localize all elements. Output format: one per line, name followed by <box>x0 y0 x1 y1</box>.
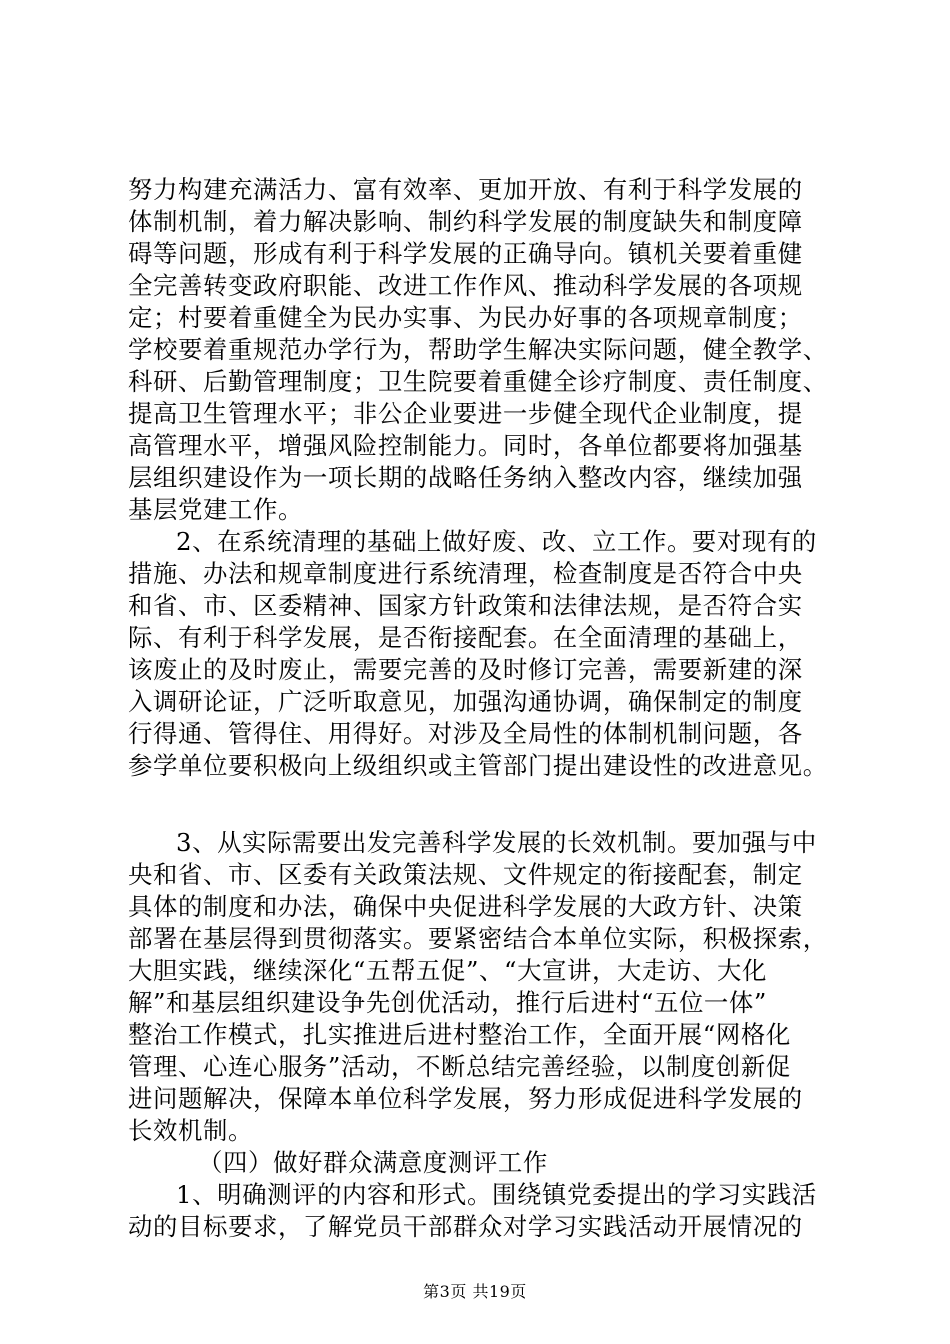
text-line: 定；村要着重健全为民办实事、为民办好事的各项规章制度； <box>128 303 803 332</box>
paragraph-gap <box>128 782 828 827</box>
section-heading: （四）做好群众满意度测评工作 <box>198 1148 548 1177</box>
text-line: 高管理水平，增强风险控制能力。同时，各单位都要将加强基 <box>128 431 803 460</box>
document-body <box>128 174 828 1243</box>
text-line: 该废止的及时废止，需要完善的及时修订完善，需要新建的深 <box>128 655 803 684</box>
paragraph-start-line: 2、在系统清理的基础上做好废、改、立工作。要对现有的 <box>176 527 817 556</box>
text-line: 大胆实践，继续深化“五帮五促”、“大宣讲，大走访、大化 <box>128 956 767 985</box>
paragraph-start-line: 3、从实际需要出发完善科学发展的长效机制。要加强与中 <box>176 828 817 857</box>
paragraph-start-line: 1、明确测评的内容和形式。围绕镇党委提出的学习实践活 <box>176 1180 817 1209</box>
text-line: 入调研论证，广泛听取意见，加强沟通协调，确保制定的制度 <box>128 687 803 716</box>
text-line: 解”和基层组织建设争先创优活动，推行后进村“五位一体” <box>128 988 767 1017</box>
text-line: 参学单位要积极向上级组织或主管部门提出建设性的改进意见。 <box>128 751 828 780</box>
text-line: 碍等问题，形成有利于科学发展的正确导向。镇机关要着重健 <box>128 239 803 268</box>
page-number-footer: 第3页 共19页 <box>423 1282 527 1301</box>
text-line: 基层党建工作。 <box>128 495 303 524</box>
text-line: 层组织建设作为一项长期的战略任务纳入整改内容，继续加强 <box>128 463 803 492</box>
text-line: 提高卫生管理水平；非公企业要进一步健全现代企业制度，提 <box>128 399 803 428</box>
text-line: 具体的制度和办法，确保中央促进科学发展的大政方针、决策 <box>128 892 803 921</box>
text-line: 措施、办法和规章制度进行系统清理，检查制度是否符合中央 <box>128 559 803 588</box>
text-line: 努力构建充满活力、富有效率、更加开放、有利于科学发展的 <box>128 175 803 204</box>
text-line: 进问题解决，保障本单位科学发展，努力形成促进科学发展的 <box>128 1084 803 1113</box>
text-line: 全完善转变政府职能、改进工作作风、推动科学发展的各项规 <box>128 271 803 300</box>
text-line: 和省、市、区委精神、国家方针政策和法律法规，是否符合实 <box>128 591 803 620</box>
text-line: 部署在基层得到贯彻落实。要紧密结合本单位实际，积极探索， <box>128 924 828 953</box>
text-line: 行得通、管得住、用得好。对涉及全局性的体制机制问题，各 <box>128 719 803 748</box>
text-line: 整治工作模式，扎实推进后进村整治工作，全面开展“网格化 <box>128 1020 791 1049</box>
text-line: 体制机制，着力解决影响、制约科学发展的制度缺失和制度障 <box>128 207 803 236</box>
text-line: 科研、后勤管理制度；卫生院要着重健全诊疗制度、责任制度、 <box>128 367 828 396</box>
text-line: 管理、心连心服务”活动，不断总结完善经验，以制度创新促 <box>128 1052 791 1081</box>
text-line: 际、有利于科学发展，是否衔接配套。在全面清理的基础上， <box>128 623 803 652</box>
text-line: 长效机制。 <box>128 1116 253 1145</box>
text-line: 央和省、市、区委有关政策法规、文件规定的衔接配套，制定 <box>128 860 803 889</box>
text-line: 动的目标要求，了解党员干部群众对学习实践活动开展情况的 <box>128 1212 803 1241</box>
text-line: 学校要着重规范办学行为，帮助学生解决实际问题，健全教学、 <box>128 335 828 364</box>
